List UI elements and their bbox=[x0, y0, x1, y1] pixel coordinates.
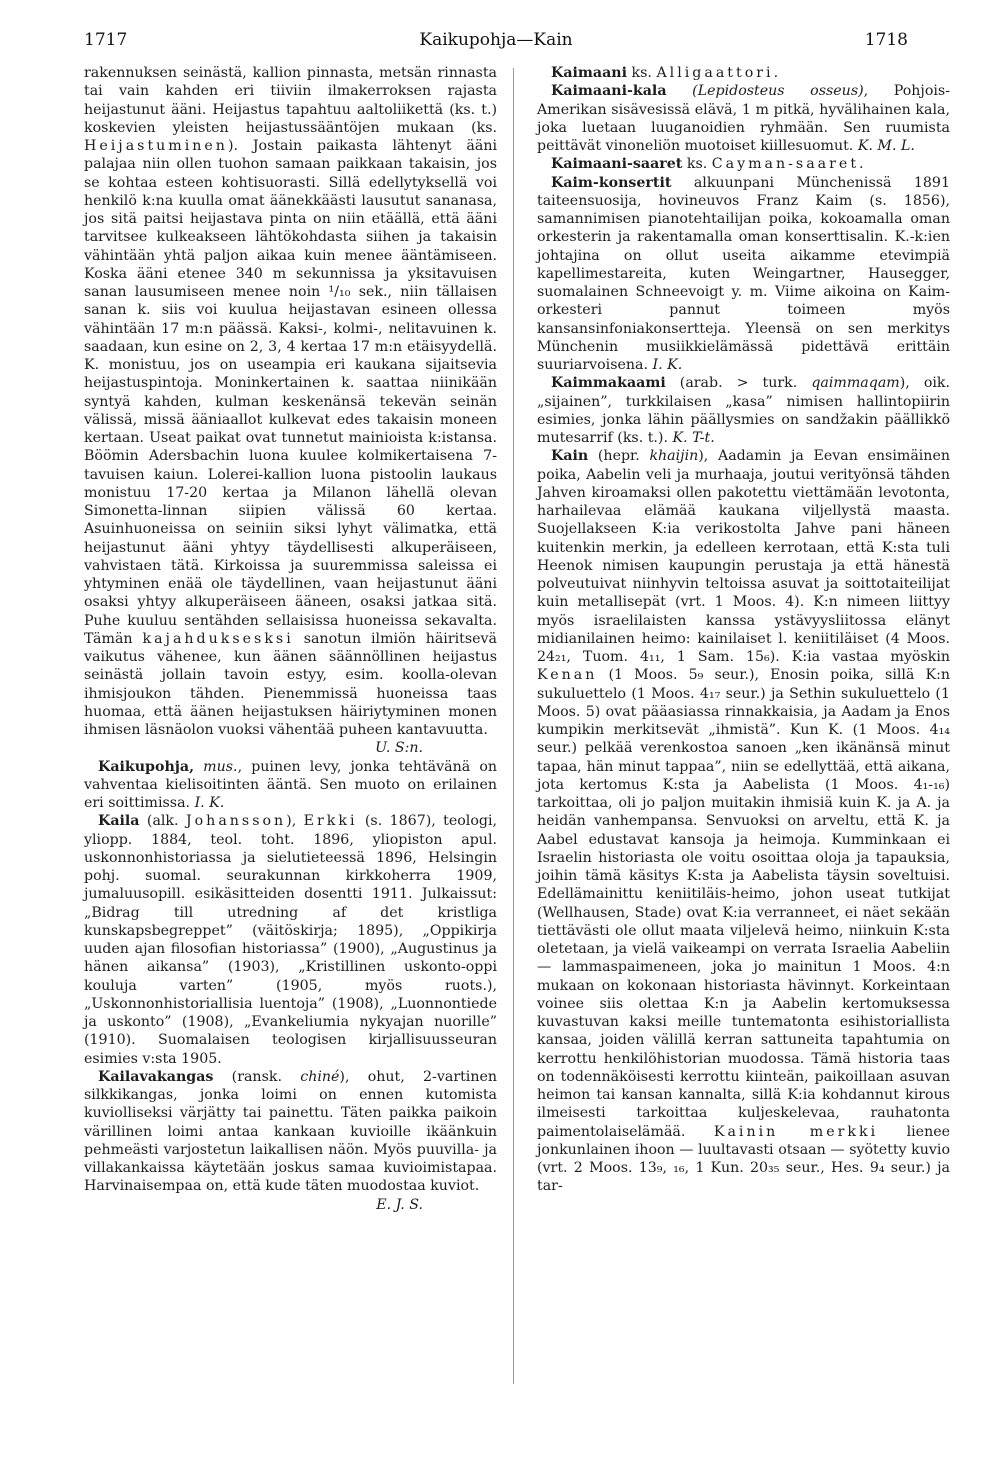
column-divider bbox=[513, 68, 514, 1384]
entry-kaimaani-saaret: Kaimaani-saaret ks. Cayman-saaret. bbox=[551, 156, 864, 173]
entry-kailavakangas: Kailavakangas (ransk. chiné), ohut, 2-vartinen silkkikangas, jonka loimi on ennen kutomista kuviolliseksi värjätty tai painettu. Täten paikka paikoin värillinen loimi antaa kankaan kuvioille ikäänkuin pehmeästi varjostetun laikallisen näön. Myös puuvilla- ja villakankaissa käytetään joskus samaa kuvioimistapaa. Harvinaisempaa on, että kude täten muodostaa kuviot. bbox=[84, 1068, 498, 1195]
entry-kain: Kain (hepr. khaijin), Aadamin ja Eevan ensimäinen poika, Aabelin veli ja murhaaja, joutui verityönsä tähden Jahven kiroamaksi ollen pakotettu viettämään levotonta, harhailevaa elämää kaukana viljellystä maasta. Suojellakseen K:ia verikostolta Jahve pani häneen kuitenkin merkin, ja edelleen kerrotaan, että K:sta tuli Heenok nimisen kaupungin perustaja ja että hänestä polveutuivat niinhyvin teltoissa asuvat ja soittotaiteilijat kuin metallisepät (vrt. 1 Moos. 4). K:n nimeen liittyy myös israelilaisten kanssa ystävyysliitossa elänyt midianilainen heimo: kainilaiset l. keniitiläiset (4 Moos. 24₂₁, Tuom. 4₁₁, 1 Sam. 15₆). K:ia vastaa myöskin Kenan (1 Moos. 5₉ seur.), Enosin poika, sillä K:n sukuluettelo (1 Moos. 4₁₇ seur.) ja Sethin sukuluettelo (1 Moos. 5) ovat pääasiassa rinnakkaisia, ja Aadam ja Enos kumpikin merkitsevät „ihmistä”. Kun K. (1 Moos. 4₁₄ seur.) pelkää verenkostoa sanoen „ken ikänänsä minut tapaa, hän minut tappaa”, niin se edellyttää, että aikana, jota kertomus K:sta ja Aabelista (1 Moos. 4₁-₁₆) tarkoittaa, oli jo paljon muitakin ihmisiä kuin K. ja A. ja heidän vanhempansa. Senvuoksi on arveltu, että K. ja Aabel edustavat kansoja ja heimoja. Kumminkaan ei Israelin historiasta ole voitu osoittaa oloja ja tapauksia, joihin tämä käsitys K:sta ja Aabelista täysin soveltuisi. Edellämainittu keniitiläis-heimo, johon useat tutkijat (Wellhausen, Stade) ovat K:ia verranneet, ei näet sekään tiettävästi ole ollut maata viljelevä heimo, niinkuin K:sta oletetaan, ja vielä vaikeampi on verrata Israelia Aabeliin — lammaspaimeneen, joka jo mainitun 1 Moos. 4:n mukaan on kokonaan historiasta hävinnyt. Korkeintaan voinee siis olettaa K:n ja Aabelin kertomuksessa kuvastuvan kaksi meille tuntematonta esihistoriallista kansaa, joiden välillä kerran sattuneita tapahtumia on kerrottu henkilöhistorian muodossa. Tämä historia taas on todennäköisesti kerrottu kiinteän, paikoillaan asuvan heimon tai kansan kannalta, sillä K:ia kohdannut kirous ilmeisesti tarkoittaa kuljeskelevaa, rauhatonta paimentolaiselämää. Kainin merkki lienee jonkunlainen ihoon — luultavasti otsaan — syötetty kuvio (vrt. 2 Moos. 13₉, ₁₆, 1 Kun. 20₃₅ seur., Hes. 9₄ seur.) ja tar- bbox=[537, 448, 951, 1195]
entry-kaimaani: Kaimaani ks. Alligaattori. bbox=[551, 65, 779, 81]
entry-kaila: Kaila (alk. Johansson), Erkki (s. 1867), teologi, yliopp. 1884, teol. toht. 1896, yliopiston apul. uskonnonhistoriassa ja sielutieteessä 1896, Helsingin pohj. suomal. seurakunnan kirkkoherra 1909, jumaluusopill. esikäsitteiden dosentti 1911. Julkaissut: „Bidrag till utredning af det kristliga kunskapsbegreppet” (väitöskirja; 1895), „Oppikirja uuden ajan filosofian historiassa” (1900), „Augustinus ja hänen aikansa” (1903), „Kristillinen uskonto-oppi kouluja varten” (1905, myös ruots.), „Uskonnonhistoriallisia luentoja” (1908), „Luonnontiede ja uskonto” (1908), „Evankeliumia nykyajan nuorille” (1910). Suomalaisen teologisen kirjallisuusseuran esimies v:sta 1905. bbox=[84, 813, 498, 1067]
entry-kaiku-continuation: rakennuksen seinästä, kallion pinnasta, metsän rinnasta tai vain kahden eri tiiviin ilmakerroksen rajasta heijastunut ääni. Heijastus tapahtuu aaltoliikettä (ks. t.) koskevien yleisten heijastussääntöjen mukaan (ks. Heijastuminen). Jostain paikasta lähtenyt ääni palajaa niin ollen tuohon samaan paikkaan takaisin, jos se kohtaa esteen kohtisuorasti. Sillä edellytyksellä voi henkilö k:na kuulla omat äänekkäästi lausutut sananasa, jos sitä paitsi heijastava pinta on niin etäällä, että ääni tarvitsee kulkeakseen lähtökohdasta siihen ja takaisin vähintään yhtä paljon aikaa kuin menee ääntämiseen. Koska ääni etenee 340 m sekunnissa ja yksitavuisen sanan lausumiseen menee noin ¹/₁₀ sek., niin tällaisen sanan k. siis voi kuulua heijastavan esineen ollessa vähintään 17 m:n päässä. Kaksi-, kolmi-, nelitavuinen k. saadaan, kun esine on 2, 3, 4 kertaa 17 m:n etäisyydellä. K. monistuu, jos on useampia eri kaukana sijaitsevia heijastuspintoja. Moninkertainen k. saattaa niinikään syntyä kahden, kulman keskenänsä tekevän seinän välissä, missä ääniaallot kulkevat edes takaisin moneen kertaan. Useat paikat ovat tunnetut mainioista k:istansa. Böömin Adersbachin luona kuulee kolmikertaisena 7-tavuisen kaiun. Lolerei-kallion luona pistoolin laukaus monistuu 17-20 kertaa ja Milanon lähellä olevan Simonetta-linnan siipien välissä 60 kertaa. Asuinhuoneissa on seiniin siksi lyhyt välimatka, että heijastunut ääni yhtyy täydellisesti alkuperäiseen, vahvistaen tätä. Kirkoissa ja suuremmissa saleissa ei yhtyminen enää ole täydellinen, vaan heijastunut ääni osaksi yhtyy alkuperäiseen ääneen, osaksi jatkaa sitä. Puhe kuuluu sentähden sellaisissa huoneissa sekavalta. Tämän kajahduksesksi sanotun ilmiön häiritsevä vaikutus vähenee, kun äänen säännöllinen heijastus seinästä jollain tavoin estyy, esim. koolla-olevan ihmisjoukon tähden. Pienemmissä huoneissa taas huomaa, että äänen heijastuksen häiriytyminen monen ihmisen läsnäolon vuoksi vähentää puheen kantavuutta. bbox=[84, 65, 497, 738]
page-header bbox=[84, 30, 908, 58]
headword: Kaila bbox=[98, 813, 140, 830]
headword: Kaimmakaami bbox=[551, 375, 666, 392]
entry-kaikupohja: Kaikupohja, mus., puinen levy, jonka tehtävänä on vahventaa kielisoitinten ääntä. Sen muoto on erilainen eri soittimissa. I. K. bbox=[84, 758, 497, 811]
running-title: Kaikupohja—Kain bbox=[419, 30, 573, 50]
headword: Kaikupohja, bbox=[98, 758, 195, 775]
page-number-right: 1718 bbox=[864, 30, 908, 50]
headword: Kaim-konsertit bbox=[551, 174, 672, 191]
headword: Kaimaani bbox=[551, 65, 628, 81]
headword: Kain bbox=[551, 448, 589, 465]
headword: Kailavakangas bbox=[98, 1068, 214, 1085]
entry-kaimmakaami: Kaimmakaami (arab. > turk. qaimmaqam), oik. „sijainen”, turkkilaisen „kasa” nimisen hallintopiirin esimies, jonka lähin päällysmies on sandžakin päällikkö mutesarrif (ks. t.). K. T-t. bbox=[537, 375, 951, 446]
signature-us: U. S:n. bbox=[375, 740, 423, 757]
right-column bbox=[537, 64, 950, 1196]
signature-ik: I. K. bbox=[194, 795, 225, 811]
signature-ik: I. K. bbox=[652, 357, 683, 373]
page-number-left: 1717 bbox=[84, 30, 128, 50]
entry-kaimaani-kala: Kaimaani-kala (Lepidosteus osseus), Pohjois-Amerikan sisävesissä elävä, 1 m pitkä, hyvälihainen kala, joka luetaan luuganoidien ryhmään. Sen ruumista peittävät vinoneliön muotoiset kiillesuomut. K. M. L. bbox=[537, 83, 950, 154]
signature-ktt: K. T-t. bbox=[672, 430, 715, 446]
headword: Kaimaani-saaret bbox=[551, 156, 683, 173]
signature-ejs: E. J. S. bbox=[376, 1196, 423, 1213]
left-column bbox=[84, 64, 497, 1214]
headword: Kaimaani-kala bbox=[551, 83, 667, 100]
signature-kml: K. M. L. bbox=[857, 138, 915, 154]
entry-kaim-konsertit: Kaim-konsertit alkuunpani Münchenissä 1891 taiteensuosija, hovineuvos Franz Kaim (s. 1856), samannimisen pianotehtailijan poika, kokoamalla oman orkesterin ja rakentamalla oman konserttisalin. K.-k:ien johtajina on ollut useita aikamme etevimpiä kapellimestareita, kuten Weingartner, Hausegger, suomalainen Schneevoigt y. m. Viime aikoina on Kaim-orkesteri pannut toimeen myös kansansinfoniakonsertteja. Yleensä on sen merkitys Münchenin musiikkielämässä pidettävä erittäin suuriarvoisena. I. K. bbox=[537, 174, 950, 373]
